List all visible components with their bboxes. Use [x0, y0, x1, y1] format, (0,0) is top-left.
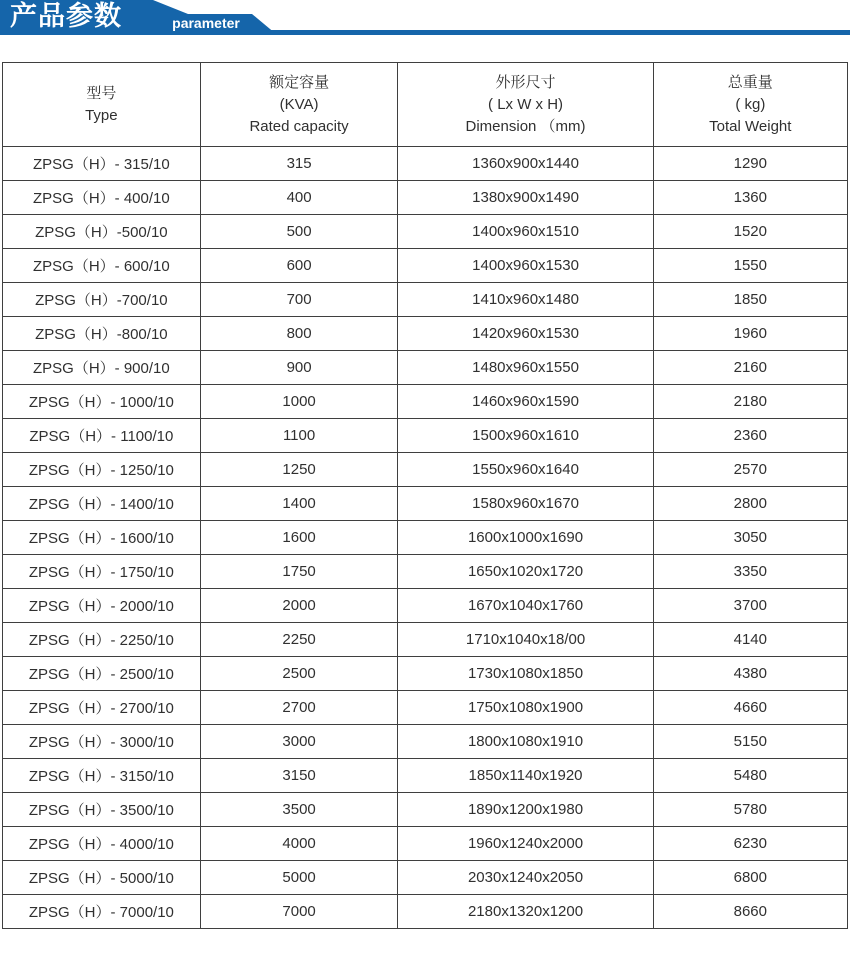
weight-cell: 1520 — [653, 215, 847, 249]
capacity-cell: 600 — [200, 249, 398, 283]
section-header-banner — [0, 0, 850, 40]
weight-cell: 2800 — [653, 487, 847, 521]
column-header-dimension-en: Dimension （mm) — [465, 117, 586, 135]
model-cell: ZPSG（H）- 1750/10 — [3, 555, 201, 589]
table-row — [3, 793, 848, 827]
column-header-capacity-sub: (KVA) — [279, 95, 319, 113]
model-cell: ZPSG（H）- 7000/10 — [3, 895, 201, 929]
dimension-cell: 1380x900x1490 — [398, 181, 653, 215]
column-header-dimension-zh: 外形尺寸 — [495, 73, 556, 91]
model-cell: ZPSG（H）- 2500/10 — [3, 657, 201, 691]
model-cell: ZPSG（H）-800/10 — [3, 317, 201, 351]
column-header-type — [3, 63, 201, 147]
table-row — [3, 555, 848, 589]
capacity-cell: 3500 — [200, 793, 398, 827]
model-cell: ZPSG（H）- 3000/10 — [3, 725, 201, 759]
model-cell: ZPSG（H）- 4000/10 — [3, 827, 201, 861]
table-row — [3, 385, 848, 419]
weight-cell: 1960 — [653, 317, 847, 351]
dimension-cell: 1890x1200x1980 — [398, 793, 653, 827]
dimension-cell: 1500x960x1610 — [398, 419, 653, 453]
dimension-cell: 1730x1080x1850 — [398, 657, 653, 691]
dimension-cell: 1750x1080x1900 — [398, 691, 653, 725]
table-row — [3, 895, 848, 929]
dimension-cell: 1960x1240x2000 — [398, 827, 653, 861]
capacity-cell: 315 — [200, 147, 398, 181]
weight-cell: 2570 — [653, 453, 847, 487]
column-header-weight-sub: ( kg) — [735, 95, 766, 113]
weight-cell: 8660 — [653, 895, 847, 929]
model-cell: ZPSG（H）- 900/10 — [3, 351, 201, 385]
model-cell: ZPSG（H）-500/10 — [3, 215, 201, 249]
weight-cell: 3350 — [653, 555, 847, 589]
model-cell: ZPSG（H）- 315/10 — [3, 147, 201, 181]
weight-cell: 1550 — [653, 249, 847, 283]
capacity-cell: 800 — [200, 317, 398, 351]
table-row — [3, 623, 848, 657]
model-cell: ZPSG（H）- 1100/10 — [3, 419, 201, 453]
model-cell: ZPSG（H）- 3150/10 — [3, 759, 201, 793]
dimension-cell: 1550x960x1640 — [398, 453, 653, 487]
model-cell: ZPSG（H）- 5000/10 — [3, 861, 201, 895]
weight-cell: 5480 — [653, 759, 847, 793]
table-row — [3, 725, 848, 759]
dimension-cell: 1850x1140x1920 — [398, 759, 653, 793]
weight-cell: 1360 — [653, 181, 847, 215]
column-header-capacity-en: Rated capacity — [249, 117, 349, 135]
table-row — [3, 861, 848, 895]
capacity-cell: 5000 — [200, 861, 398, 895]
dimension-cell: 1580x960x1670 — [398, 487, 653, 521]
capacity-cell: 1600 — [200, 521, 398, 555]
table-row — [3, 283, 848, 317]
weight-cell: 4140 — [653, 623, 847, 657]
dimension-cell: 1800x1080x1910 — [398, 725, 653, 759]
weight-cell: 2360 — [653, 419, 847, 453]
capacity-cell: 500 — [200, 215, 398, 249]
column-header-weight — [653, 63, 847, 147]
table-row — [3, 249, 848, 283]
capacity-cell: 900 — [200, 351, 398, 385]
weight-cell: 4660 — [653, 691, 847, 725]
table-row — [3, 691, 848, 725]
capacity-cell: 1250 — [200, 453, 398, 487]
table-row — [3, 181, 848, 215]
column-header-capacity — [200, 63, 398, 147]
capacity-cell: 2500 — [200, 657, 398, 691]
dimension-cell: 1410x960x1480 — [398, 283, 653, 317]
weight-cell: 1290 — [653, 147, 847, 181]
dimension-cell: 1360x900x1440 — [398, 147, 653, 181]
column-header-dimension-sub: ( Lx W x H) — [488, 95, 564, 113]
weight-cell: 5780 — [653, 793, 847, 827]
model-cell: ZPSG（H）-700/10 — [3, 283, 201, 317]
weight-cell: 3050 — [653, 521, 847, 555]
model-cell: ZPSG（H）- 1600/10 — [3, 521, 201, 555]
model-cell: ZPSG（H）- 1250/10 — [3, 453, 201, 487]
dimension-cell: 1400x960x1530 — [398, 249, 653, 283]
model-cell: ZPSG（H）- 3500/10 — [3, 793, 201, 827]
model-cell: ZPSG（H）- 2000/10 — [3, 589, 201, 623]
table-row — [3, 453, 848, 487]
column-header-type-en: Type — [85, 106, 118, 124]
dimension-cell: 1600x1000x1690 — [398, 521, 653, 555]
table-row — [3, 827, 848, 861]
table-row — [3, 215, 848, 249]
capacity-cell: 1750 — [200, 555, 398, 589]
dimension-cell: 1420x960x1530 — [398, 317, 653, 351]
dimension-cell: 1460x960x1590 — [398, 385, 653, 419]
table-row — [3, 521, 848, 555]
table-header-row — [3, 63, 848, 147]
model-cell: ZPSG（H）- 600/10 — [3, 249, 201, 283]
weight-cell: 2180 — [653, 385, 847, 419]
column-header-dimension — [398, 63, 653, 147]
column-header-weight-zh: 总重量 — [727, 73, 773, 91]
dimension-cell: 1670x1040x1760 — [398, 589, 653, 623]
column-header-capacity-zh: 额定容量 — [269, 73, 330, 91]
dimension-cell: 1400x960x1510 — [398, 215, 653, 249]
column-header-weight-en: Total Weight — [709, 117, 792, 135]
table-row — [3, 589, 848, 623]
model-cell: ZPSG（H）- 2700/10 — [3, 691, 201, 725]
capacity-cell: 400 — [200, 181, 398, 215]
weight-cell: 6800 — [653, 861, 847, 895]
page-subtitle: parameter — [172, 15, 240, 31]
parameters-table — [2, 62, 848, 929]
dimension-cell: 1480x960x1550 — [398, 351, 653, 385]
weight-cell: 2160 — [653, 351, 847, 385]
model-cell: ZPSG（H）- 1000/10 — [3, 385, 201, 419]
capacity-cell: 7000 — [200, 895, 398, 929]
capacity-cell: 2700 — [200, 691, 398, 725]
dimension-cell: 1650x1020x1720 — [398, 555, 653, 589]
table-row — [3, 487, 848, 521]
dimension-cell: 2180x1320x1200 — [398, 895, 653, 929]
capacity-cell: 3000 — [200, 725, 398, 759]
weight-cell: 5150 — [653, 725, 847, 759]
capacity-cell: 2250 — [200, 623, 398, 657]
capacity-cell: 1100 — [200, 419, 398, 453]
table-body — [3, 147, 848, 929]
page-title: 产品参数 — [10, 1, 122, 31]
dimension-cell: 2030x1240x2050 — [398, 861, 653, 895]
table-row — [3, 657, 848, 691]
model-cell: ZPSG（H）- 2250/10 — [3, 623, 201, 657]
capacity-cell: 2000 — [200, 589, 398, 623]
capacity-cell: 4000 — [200, 827, 398, 861]
table-row — [3, 419, 848, 453]
dimension-cell: 1710x1040x18/00 — [398, 623, 653, 657]
model-cell: ZPSG（H）- 1400/10 — [3, 487, 201, 521]
column-header-type-zh: 型号 — [86, 84, 117, 102]
table-header — [3, 63, 848, 147]
capacity-cell: 3150 — [200, 759, 398, 793]
capacity-cell: 700 — [200, 283, 398, 317]
table-row — [3, 759, 848, 793]
model-cell: ZPSG（H）- 400/10 — [3, 181, 201, 215]
weight-cell: 4380 — [653, 657, 847, 691]
table-row — [3, 317, 848, 351]
weight-cell: 6230 — [653, 827, 847, 861]
table-row — [3, 351, 848, 385]
capacity-cell: 1400 — [200, 487, 398, 521]
weight-cell: 3700 — [653, 589, 847, 623]
capacity-cell: 1000 — [200, 385, 398, 419]
table-row — [3, 147, 848, 181]
weight-cell: 1850 — [653, 283, 847, 317]
